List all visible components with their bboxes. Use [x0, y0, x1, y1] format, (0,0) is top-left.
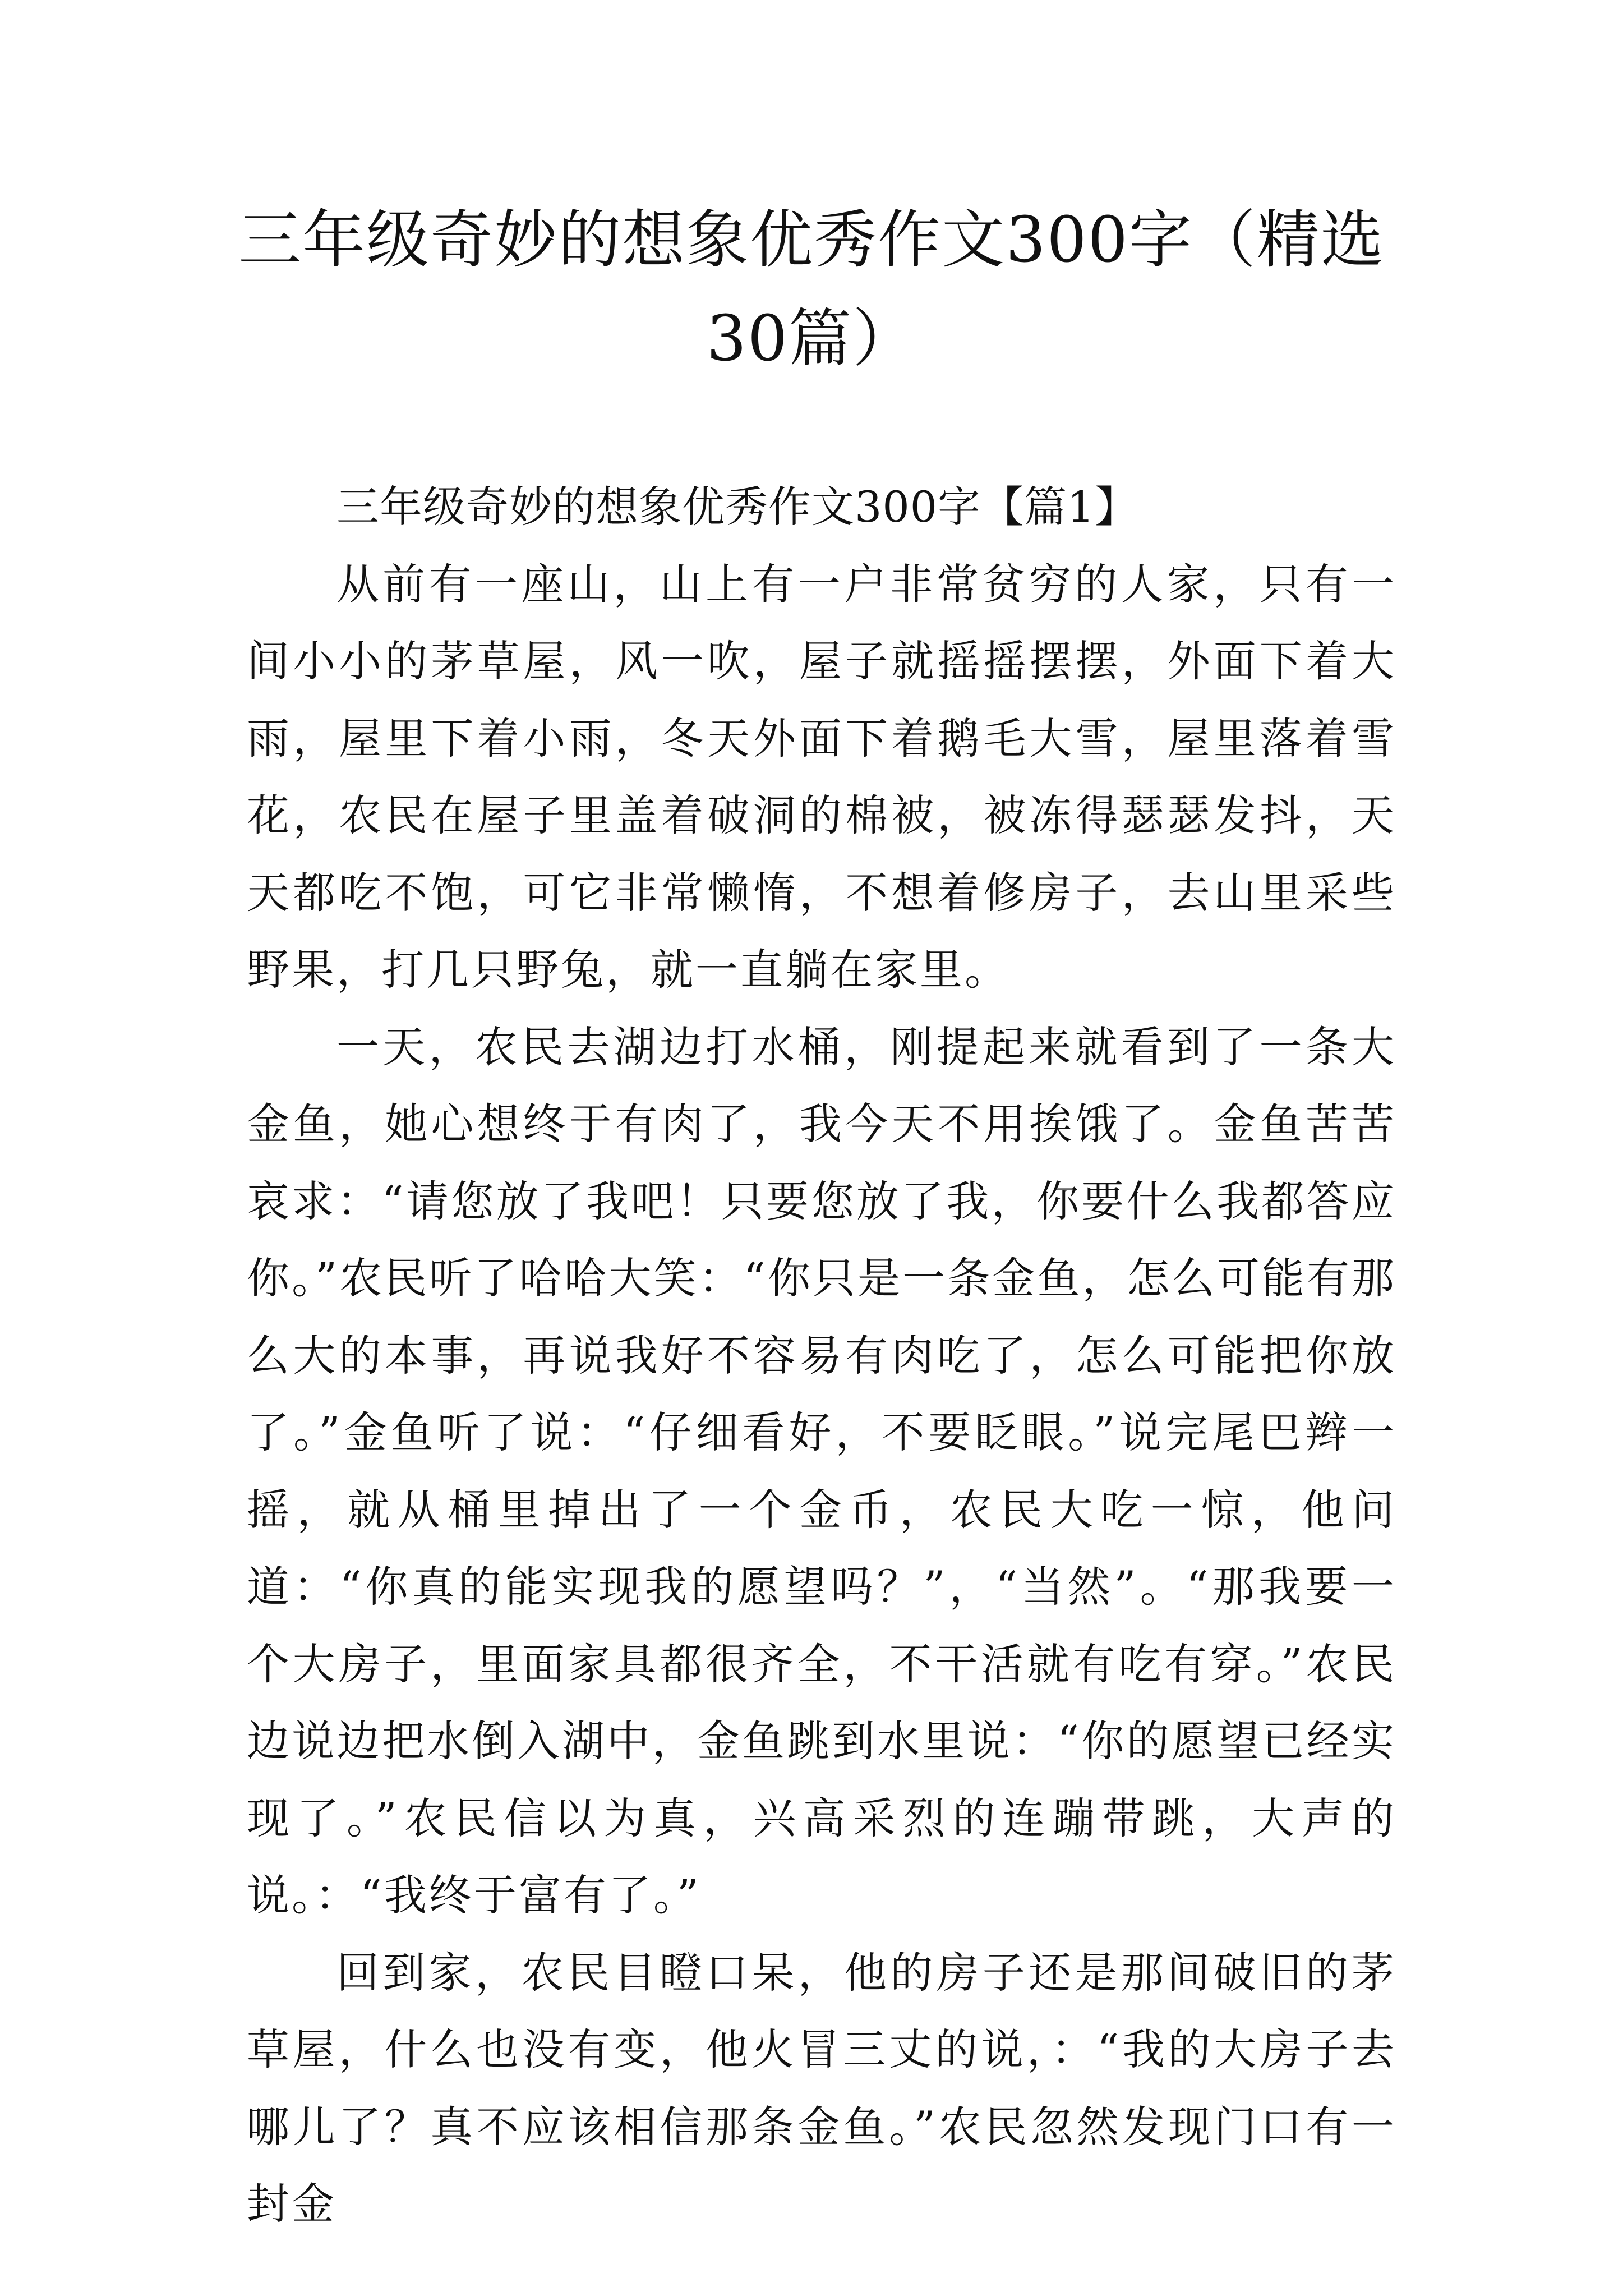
- paragraph: 从前有一座山，山上有一户非常贫穷的人家，只有一间小小的茅草屋，风一吹，屋子就摇摇摆摆，外面下着大雨，屋里下着小雨，冬天外面下着鹅毛大雪，屋里落着雪花，农民在屋子里盖着破洞的棉被，被冻得瑟瑟发抖，天天都吃不饱，可它非常懒惰，不想着修房子，去山里采些野果，打几只野兔，就一直躺在家里。: [247, 559, 1396, 995]
- paragraph: 一天，农民去湖边打水桶，刚提起来就看到了一条大金鱼，她心想终于有肉了，我今天不用挨饿了。金鱼苦苦哀求：“请您放了我吧！只要您放了我，你要什么我都答应你。”农民听了哈哈大笑：“你只是一条金鱼，怎么可能有那么大的本事，再说我好不容易有肉吃了，怎么可能把你放了。”金鱼听了说：“仔细看好，不要眨眼。”说完尾巴辫一摇，就从桶里掉出了一个金币，农民大吃一惊，他问道：“你真的能实现我的愿望吗？”，“当然”。“那我要一个大房子，里面家具都很齐全，不干活就有吃有穿。”农民边说边把水倒入湖中，金鱼跳到水里说：“你的愿望已经实现了。”农民信以为真，兴高采烈的连蹦带跳，大声的说。：“我终于富有了。”: [247, 1022, 1396, 1920]
- document-title: 三年级奇妙的想象优秀作文300字（精选30篇）: [238, 204, 1385, 375]
- section-heading: 三年级奇妙的想象优秀作文300字【篇1】: [336, 482, 1138, 532]
- document-body: [247, 468, 1396, 2243]
- paragraph: 回到家，农民目瞪口呆，他的房子还是那间破旧的茅草屋，什么也没有变，他火冒三丈的说，：“我的大房子去哪儿了？真不应该相信那条金鱼。”农民忽然发现门口有一封金: [247, 1947, 1396, 2229]
